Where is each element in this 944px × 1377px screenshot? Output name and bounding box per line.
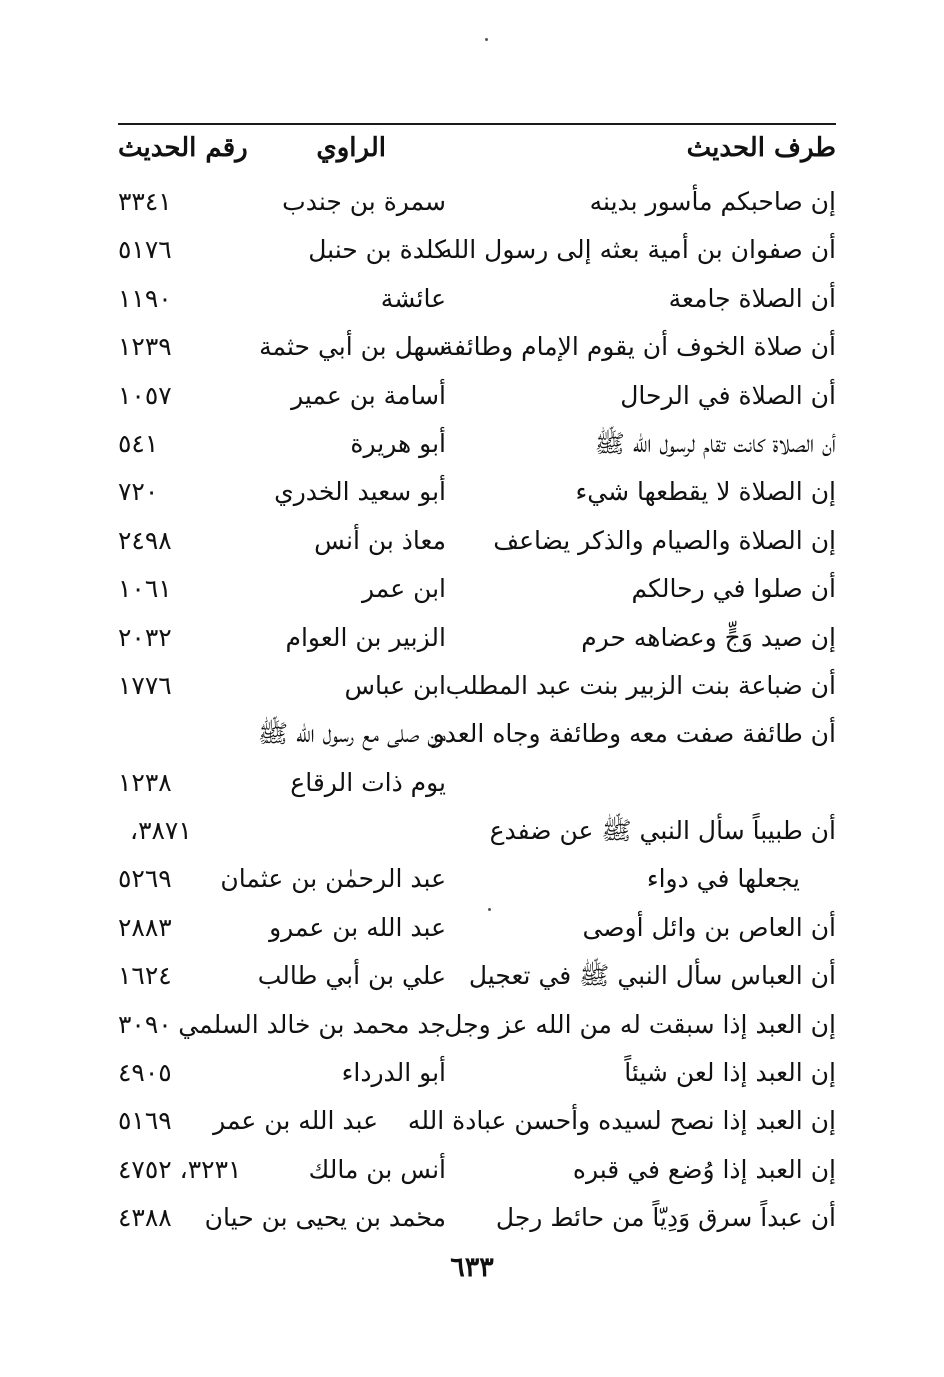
hadith-number: ١٦٢٤: [118, 961, 172, 991]
table-row: [118, 468, 836, 516]
table-row: [118, 226, 836, 274]
hadith-number: ٣٨٧١،: [130, 816, 192, 846]
table-row: [118, 807, 836, 855]
page-number: ٦٣٣: [450, 1252, 494, 1283]
narrator: معاذ بن أنس: [314, 525, 446, 555]
narrator: عبد الرحمٰن بن عثمان: [220, 864, 446, 894]
hadith-number: ٣٣٤١: [118, 187, 172, 216]
hadith-excerpt: أن طبيباً سأل النبي ﷺ عن ضفدع: [489, 816, 836, 846]
hadith-excerpt: إن العبد إذا وُضع في قبره: [572, 1154, 836, 1184]
table-row: [118, 372, 836, 420]
hadith-number: ٥١٦٩: [118, 1106, 172, 1136]
narrator: أبو سعيد الخدري: [274, 477, 446, 507]
hadith-excerpt: إن العبد إذا لعن شيئاً: [624, 1058, 836, 1088]
hadith-number: ١١٩٠: [118, 283, 172, 313]
narrator: يوم ذات الرقاع: [290, 767, 446, 797]
hadith-excerpt: أن صلوا في رحالكم: [631, 574, 836, 604]
hadith-number: ٧٢٠: [118, 477, 159, 507]
hadith-excerpt: أن صلاة الخوف أن يقوم الإمام وطائفة: [440, 332, 836, 362]
table-row: [118, 1049, 836, 1097]
hadith-excerpt: إن صاحبكم مأسور بدينه: [589, 187, 836, 216]
table-row: [118, 614, 836, 662]
hadith-excerpt: يجعلها في دواء: [646, 864, 800, 894]
table-row: [118, 1146, 836, 1194]
hadith-number: ١٠٦١: [118, 574, 172, 604]
narrator: علي بن أبي طالب: [257, 961, 446, 991]
narrator: محمد بن يحيى بن حيان: [204, 1203, 446, 1233]
hadith-excerpt: إن الصلاة لا يقطعها شيء: [575, 477, 836, 507]
table-row: [118, 904, 836, 952]
hadith-excerpt: إن العبد إذا سبقت له من الله عز وجل: [444, 1009, 836, 1039]
table-row: [118, 1001, 836, 1049]
table-row: [118, 420, 836, 468]
narrator: أنس بن مالك: [308, 1154, 446, 1184]
hadith-excerpt: أن العاص بن وائل أوصى: [582, 912, 836, 942]
scan-speck: [485, 38, 488, 41]
hadith-excerpt: إن العبد إذا نصح لسيده وأحسن عبادة الله: [407, 1106, 836, 1136]
table-row: [118, 565, 836, 613]
hadith-excerpt: أن عبداً سرق وَدِيّاً من حائط رجل: [495, 1203, 836, 1233]
narrator: كلدة بن حنبل: [308, 235, 446, 265]
narrator: أسامة بن عمير: [291, 380, 446, 410]
hadith-excerpt: إن الصلاة والصيام والذكر يضاعف: [493, 525, 836, 555]
table-row: [118, 710, 836, 758]
narrator: جد محمد بن خالد السلمي: [178, 1009, 446, 1039]
hadith-excerpt: أن الصلاة كانت تقام لرسول الله ﷺ: [594, 428, 836, 458]
table-row: [118, 952, 836, 1000]
index-rows: [118, 178, 836, 1243]
hadith-number: ١٠٥٧: [118, 380, 172, 410]
hadith-number: ٥٤١: [118, 428, 159, 458]
narrator: عبد الله بن عمر: [213, 1106, 378, 1136]
header-hadith-excerpt: طرف الحديث: [686, 133, 836, 163]
table-row: [118, 517, 836, 565]
table-row: [118, 662, 836, 710]
hadith-number: ٤٣٨٨: [118, 1203, 172, 1233]
narrator: عبد الله بن عمرو: [269, 912, 446, 942]
narrator: عائشة: [380, 283, 446, 313]
narrator: ابن عمر: [361, 574, 446, 604]
hadith-number: ٢٤٩٨: [118, 525, 172, 555]
narrator: أبو الدرداء: [341, 1058, 446, 1088]
hadith-excerpt: أن صفوان بن أمية بعثه إلى رسول الله: [439, 235, 836, 265]
table-row: [118, 178, 836, 226]
hadith-number: ٥٢٦٩: [118, 864, 172, 894]
narrator: ابن عباس: [344, 670, 446, 700]
hadith-number: ٤٩٠٥: [118, 1058, 172, 1088]
hadith-number: ٣٢٣١، ٤٧٥٢: [118, 1154, 242, 1184]
table-header: [118, 127, 836, 173]
hadith-number: ٥١٧٦: [118, 235, 172, 265]
table-row: [118, 1194, 836, 1242]
table-row: [118, 855, 836, 903]
header-narrator: الراوي: [316, 133, 386, 163]
table-row: [118, 275, 836, 323]
hadith-excerpt: أن ضباعة بنت الزبير بنت عبد المطلب: [445, 670, 836, 700]
hadith-number: ١٢٣٩: [118, 332, 172, 362]
hadith-number: ٢٠٣٢: [118, 622, 172, 652]
table-row: [118, 323, 836, 371]
narrator: من صلى مع رسول الله ﷺ: [257, 719, 446, 749]
narrator: أبو هريرة: [350, 428, 446, 458]
header-top-rule: [118, 123, 836, 125]
narrator: سهل بن أبي حثمة: [259, 332, 446, 362]
hadith-excerpt: إن صيد وَجٍّ وعضاهه حرم: [581, 622, 836, 652]
hadith-number: ٣٠٩٠: [118, 1009, 172, 1039]
hadith-excerpt: أن الصلاة في الرحال: [620, 380, 836, 410]
narrator: سمرة بن جندب: [282, 187, 446, 216]
hadith-number: ٢٨٨٣: [118, 912, 172, 942]
hadith-number: ١٧٧٦: [118, 670, 172, 700]
hadith-number: ١٢٣٨: [118, 767, 172, 797]
hadith-excerpt: أن العباس سأل النبي ﷺ في تعجيل: [468, 961, 836, 991]
table-row: [118, 759, 836, 807]
hadith-excerpt: أن الصلاة جامعة: [668, 283, 836, 313]
header-hadith-number: رقم الحديث: [118, 133, 248, 163]
hadith-excerpt: أن طائفة صفت معه وطائفة وجاه العدو: [432, 719, 836, 749]
narrator: الزبير بن العوام: [285, 622, 446, 652]
table-row: [118, 1097, 836, 1145]
